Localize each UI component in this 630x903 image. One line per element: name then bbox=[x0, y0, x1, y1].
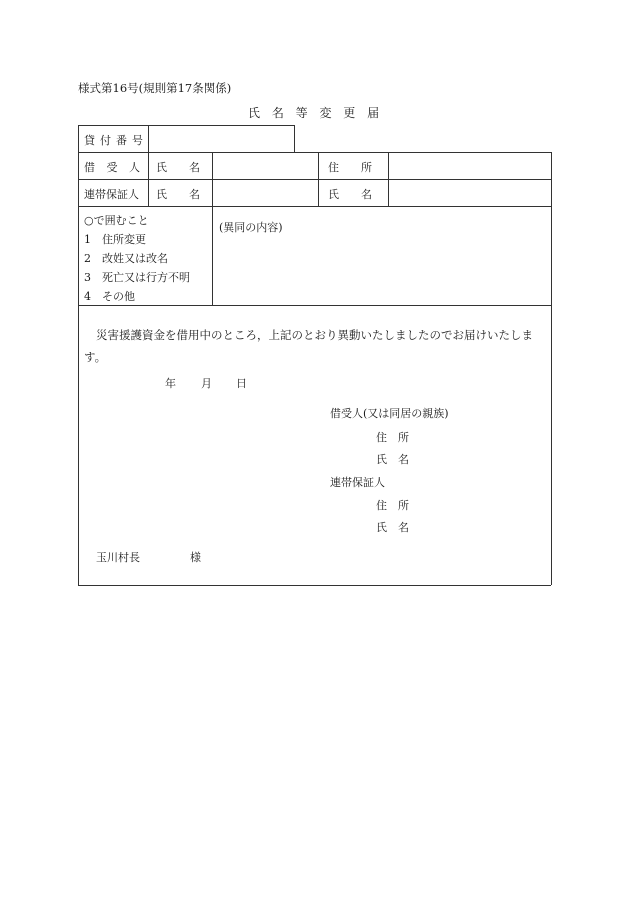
statement-line-2: す。 bbox=[84, 350, 107, 364]
addressee: 玉川村長 bbox=[96, 551, 140, 564]
borrower-name-sign-label: 氏 名 bbox=[376, 453, 409, 466]
option-item-2: 2 改姓又は改名 bbox=[84, 252, 168, 265]
option-item-3: 3 死亡又は行方不明 bbox=[84, 271, 190, 284]
guarantor-name-sign-label: 氏 名 bbox=[376, 521, 409, 534]
date-month-label: 月 bbox=[201, 377, 212, 390]
date-year-label: 年 bbox=[165, 377, 176, 390]
guarantor-name-field-2[interactable] bbox=[390, 181, 549, 204]
loan-number-label: 貸付番号 bbox=[84, 134, 148, 147]
change-details-field[interactable] bbox=[214, 236, 549, 303]
options-title: ○で囲むこと bbox=[84, 214, 149, 227]
date-day-label: 日 bbox=[236, 377, 247, 390]
guarantor-name-label: 氏 名 bbox=[156, 188, 200, 201]
option-item-1: 1 住所変更 bbox=[84, 233, 146, 246]
table-row-divider-4 bbox=[78, 305, 551, 306]
borrower-name-label: 氏 名 bbox=[156, 161, 200, 174]
loan-number-field[interactable] bbox=[150, 127, 292, 150]
col-divider-value bbox=[318, 152, 319, 206]
option-item-4: 4 その他 bbox=[84, 290, 135, 303]
statement-line-1: 災害援護資金を借用中のところ，上記のとおり異動いたしましたのでお届けいたしま bbox=[96, 328, 533, 342]
borrower-name-field[interactable] bbox=[214, 154, 316, 177]
addressee-honorific: 様 bbox=[190, 551, 201, 564]
borrower-address-field[interactable] bbox=[390, 154, 549, 177]
borrower-address-label: 住 所 bbox=[328, 161, 372, 174]
form-number: 様式第16号(規則第17条関係) bbox=[78, 81, 232, 95]
loan-cell-right-border bbox=[294, 125, 295, 152]
guarantor-label: 連帯保証人 bbox=[84, 188, 139, 201]
guarantor-heading: 連帯保証人 bbox=[330, 476, 385, 489]
borrower-label: 借 受 人 bbox=[84, 161, 144, 174]
guarantor-name-field[interactable] bbox=[214, 181, 316, 204]
guarantor-address-sign-label: 住 所 bbox=[376, 499, 409, 512]
change-details-label: (異同の内容) bbox=[219, 221, 283, 234]
col-divider-name bbox=[212, 152, 213, 305]
guarantor-name-label-2: 氏 名 bbox=[328, 188, 372, 201]
col-divider-label bbox=[148, 125, 149, 206]
form-title: 氏 名 等 変 更 届 bbox=[248, 106, 384, 120]
table-border-top-short bbox=[78, 125, 295, 126]
borrower-address-sign-label: 住 所 bbox=[376, 431, 409, 444]
table-border-right bbox=[551, 152, 552, 585]
table-row-divider-3 bbox=[78, 206, 551, 207]
borrower-heading: 借受人(又は同居の親族) bbox=[330, 407, 449, 420]
col-divider-address bbox=[388, 152, 389, 206]
table-border-bottom bbox=[78, 585, 551, 586]
table-border-left bbox=[78, 125, 79, 585]
